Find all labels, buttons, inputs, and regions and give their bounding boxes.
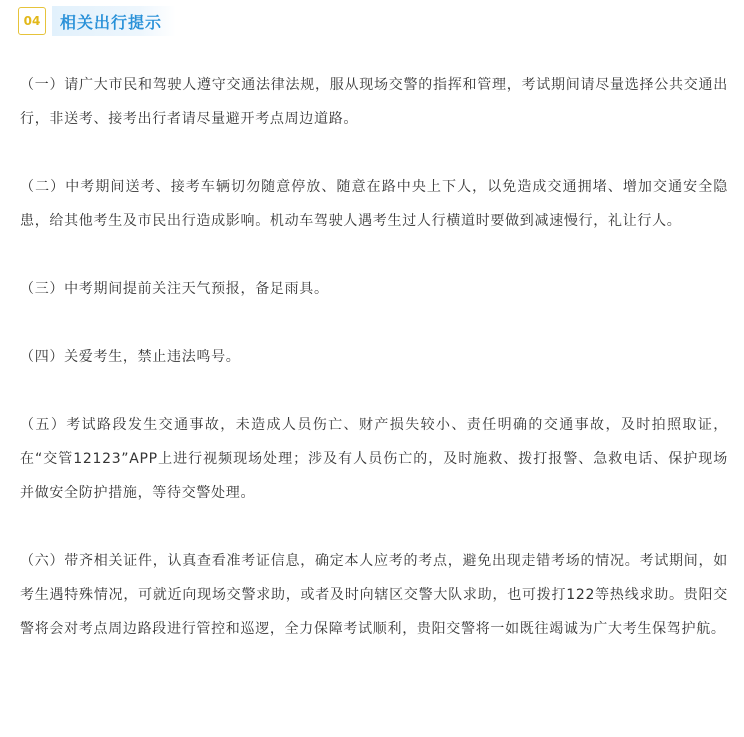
paragraph-3: （三）中考期间提前关注天气预报，备足雨具。 — [20, 281, 329, 297]
paragraph-2: （二）中考期间送考、接考车辆切勿随意停放、随意在路中央上下人，以免造成交通拥堵、增加交通安全隐患，给其他考生及市民出行造成影响。机动车驾驶人遇考生过人行横道时要做到减速慢行，礼让行人。 — [20, 179, 728, 229]
section-title-box — [52, 6, 176, 36]
paragraph-5: （五）考试路段发生交通事故，未造成人员伤亡、财产损失较小、责任明确的交通事故，及时拍照取证，在“交管12123”APP上进行视频现场处理；涉及有人员伤亡的，及时施救、拨打报警、急救电话、保护现场并做安全防护措施，等待交警处理。 — [20, 417, 728, 501]
paragraph-1: （一）请广大市民和驾驶人遵守交通法律法规，服从现场交警的指挥和管理，考试期间请尽量选择公共交通出行，非送考、接考出行者请尽量避开考点周边道路。 — [20, 77, 728, 127]
paragraph-6: （六）带齐相关证件，认真查看准考证信息，确定本人应考的考点，避免出现走错考场的情况。考试期间，如考生遇特殊情况，可就近向现场交警求助，或者及时向辖区交警大队求助，也可拨打122等热线求助。贵阳交警将会对考点周边路段进行管控和巡逻，全力保障考试顺利，贵阳交警将一如既往竭诚为广大考生保驾护航。 — [20, 553, 728, 637]
section-title: 相关出行提示 — [60, 12, 163, 32]
paragraph-4: （四）关爱考生，禁止违法鸣号。 — [20, 349, 241, 365]
section-header — [18, 6, 176, 36]
section-number-badge: 04 — [18, 7, 46, 35]
article-body — [20, 68, 728, 646]
